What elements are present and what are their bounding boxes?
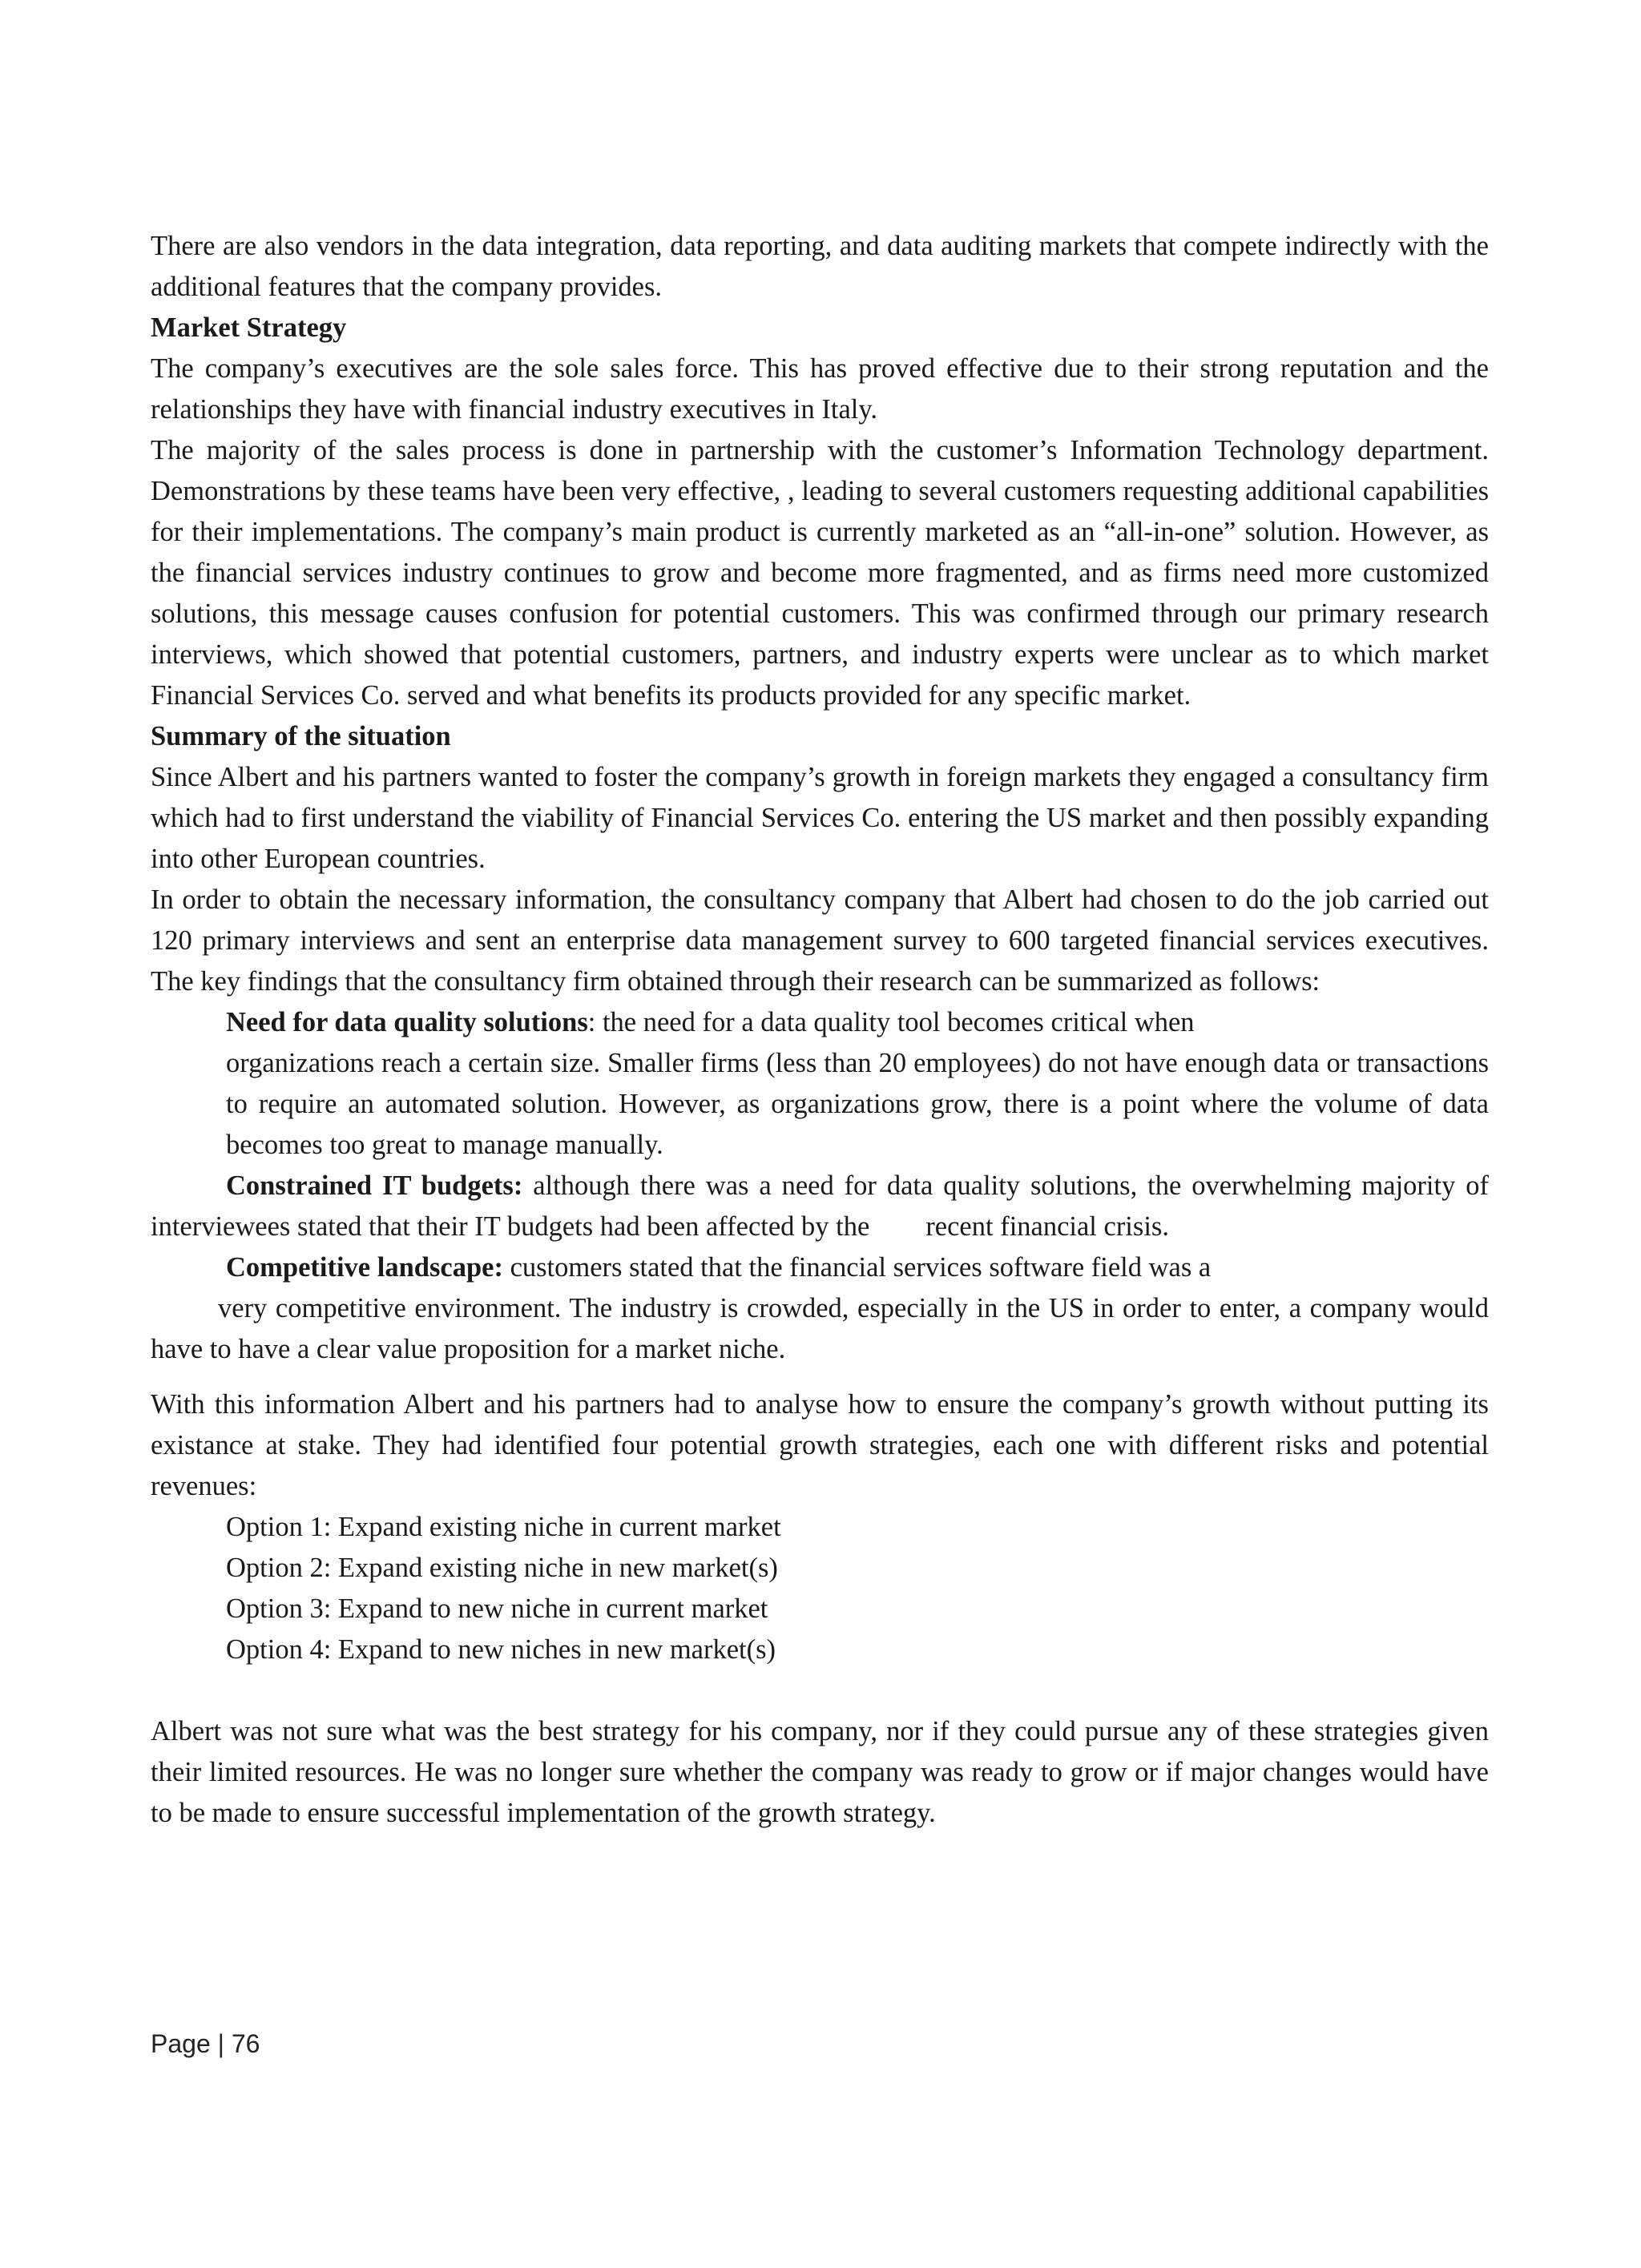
finding-line: [151, 1002, 1489, 1043]
finding-line: [151, 1247, 1489, 1288]
finding-title: Competitive landscape:: [226, 1252, 503, 1283]
options-list: [151, 1507, 1489, 1670]
finding-paragraph: [151, 1166, 1489, 1247]
finding-continuation: very competitive environment. The industry is crowded, especially in the US in order to enter, a company would have to have a clear value proposition for a market niche.: [151, 1293, 1489, 1364]
market-strategy-heading: Market Strategy: [151, 312, 347, 343]
option-item: Option 3: Expand to new niche in current market: [226, 1593, 768, 1624]
summary-heading: Summary of the situation: [151, 721, 451, 751]
finding-text: customers stated that the financial services software field was a: [502, 1252, 1212, 1283]
finding-text: : the need for a data quality tool becomes critical when: [587, 1007, 1195, 1037]
finding-text-end: recent financial crisis.: [925, 1211, 1169, 1242]
finding-title: Constrained IT budgets:: [226, 1170, 523, 1201]
finding-text: although there was a need for data quality solutions, the overwhelming majority of interviewees stated that their IT budgets had been affected by the: [151, 1170, 1489, 1242]
finding-competitive-landscape: [151, 1247, 1489, 1370]
page-number: Page | 76: [151, 2029, 260, 2058]
option-item: Option 2: Expand existing niche in new market(s): [226, 1553, 778, 1583]
summary-paragraph-2: In order to obtain the necessary information, the consultancy company that Albert had chosen to do the job carried out 120 primary interviews and sent an enterprise data management survey to 600 targeted financial services executives. The key findings that the consultancy firm obtained through their research can be summarized as follows:: [151, 884, 1489, 997]
document-page: [151, 226, 1489, 1834]
option-item: Option 1: Expand existing niche in current market: [226, 1512, 781, 1542]
intro-paragraph: There are also vendors in the data integration, data reporting, and data auditing markets that compete indirectly with the additional features that the company provides.: [151, 231, 1489, 302]
finding-it-budgets: [151, 1166, 1489, 1247]
summary-paragraph-1: Since Albert and his partners wanted to foster the company’s growth in foreign markets they engaged a consultancy firm which had to first understand the viability of Financial Services Co. entering the US market and then possibly expanding into other European countries.: [151, 762, 1489, 874]
strategies-intro-paragraph: With this information Albert and his partners had to analyse how to ensure the company’s growth without putting its existance at stake. They had identified four potential growth strategies, each one with different risks and potential revenues:: [151, 1389, 1489, 1501]
finding-title: Need for data quality solutions: [226, 1007, 588, 1037]
option-item: Option 4: Expand to new niches in new market(s): [226, 1634, 776, 1665]
market-strategy-paragraph-1: The company’s executives are the sole sales force. This has proved effective due to their strong reputation and the relationships they have with financial industry executives in Italy.: [151, 353, 1489, 425]
closing-paragraph: Albert was not sure what was the best strategy for his company, nor if they could pursue any of these strategies given their limited resources. He was no longer sure whether the company was ready to grow or if major changes would have to be made to ensure successful implementation of the growth strategy.: [151, 1716, 1489, 1828]
finding-continuation: organizations reach a certain size. Smaller firms (less than 20 employees) do not have enough data or transactions to require an automated solution. However, as organizations grow, there is a point where the volume of data becomes too great to manage manually.: [226, 1048, 1489, 1160]
finding-data-quality: [151, 1002, 1489, 1166]
market-strategy-paragraph-2: The majority of the sales process is done in partnership with the customer’s Information Technology department. Demonstrations by these teams have been very effective, , leading to several customers requesting additional capabilities for their implementations. The company’s main product is currently marketed as an “all-in-one” solution. However, as the financial services industry continues to grow and become more fragmented, and as firms need more customized solutions, this message causes confusion for potential customers. This was confirmed through our primary research interviews, which showed that potential customers, partners, and industry experts were unclear as to which market Financial Services Co. served and what benefits its products provided for any specific market.: [151, 435, 1489, 711]
